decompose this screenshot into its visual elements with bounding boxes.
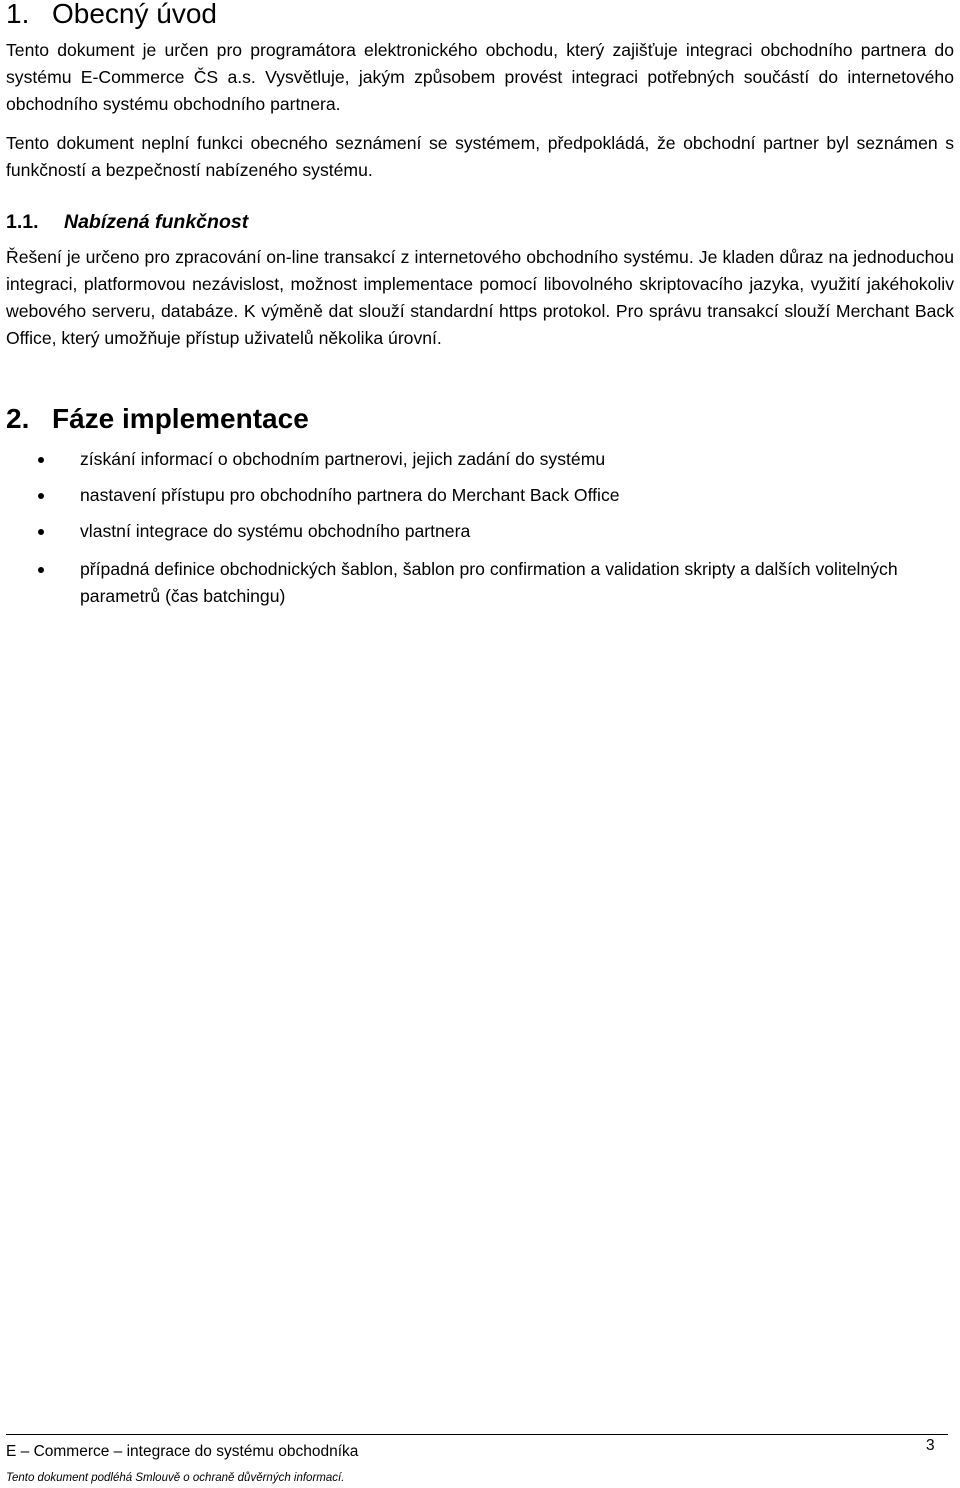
section-1-1-title: Nabízená funkčnost	[64, 211, 249, 233]
bullet-icon	[38, 567, 44, 573]
list-item-text: získání informací o obchodním partnerovi, jejich zadání do systému	[80, 449, 606, 469]
bullet-icon	[38, 529, 44, 535]
section-1-paragraph-1: Tento dokument je určen pro programátora elektronického obchodu, který zajišťuje integraci obchodního partnera do systému E-Commerce ČS a.s. Vysvětluje, jakým způsobem provést integraci potřebných součástí do internetového obchodního systému obchodního partnera.	[6, 40, 954, 114]
footer-divider	[6, 1434, 948, 1435]
section-2-number: 2.	[6, 403, 30, 434]
list-item	[0, 446, 954, 473]
bullet-icon	[38, 493, 44, 499]
list-item-text: vlastní integrace do systému obchodního partnera	[80, 521, 471, 541]
implementation-phase-list	[0, 446, 960, 610]
section-1-paragraph-2: Tento dokument neplní funkci obecného seznámení se systémem, předpokládá, že obchodní partner byl seznámen s funkčností a bezpečností nabízeného systému.	[6, 133, 954, 180]
list-item-text: nastavení přístupu pro obchodního partnera do Merchant Back Office	[80, 485, 620, 505]
footer-title: E – Commerce – integrace do systému obchodníka	[6, 1443, 359, 1460]
list-item	[0, 556, 954, 610]
section-2-title: Fáze implementace	[52, 403, 309, 434]
section-2-heading	[6, 403, 309, 435]
list-item	[0, 518, 954, 545]
bullet-icon	[38, 457, 44, 463]
page-number: 3	[926, 1437, 935, 1454]
section-1-1-heading	[6, 208, 248, 236]
section-1-1-paragraph: Řešení je určeno pro zpracování on-line transakcí z internetového obchodního systému. Je kladen důraz na jednoduchou integraci, platformovou nezávislost, možnost implementace pomocí libovolného skriptovacího jazyka, využití jakéhokoliv webového serveru, databáze. K výměně dat slouží standardní https protokol. Pro správu transakcí slouží Merchant Back Office, který umožňuje přístup uživatelů několika úrovní.	[6, 247, 954, 348]
confidentiality-note: Tento dokument podléhá Smlouvě o ochraně důvěrných informací.	[6, 1472, 345, 1484]
section-1-title: Obecný úvod	[52, 0, 217, 29]
section-1-1-number: 1.1.	[6, 211, 39, 233]
list-item-text: případná definice obchodnických šablon, šablon pro confirmation a validation skripty a dalších volitelných parametrů (čas batchingu)	[80, 559, 898, 606]
section-1-heading	[6, 0, 217, 30]
list-item	[0, 482, 954, 509]
section-1-number: 1.	[6, 0, 30, 29]
